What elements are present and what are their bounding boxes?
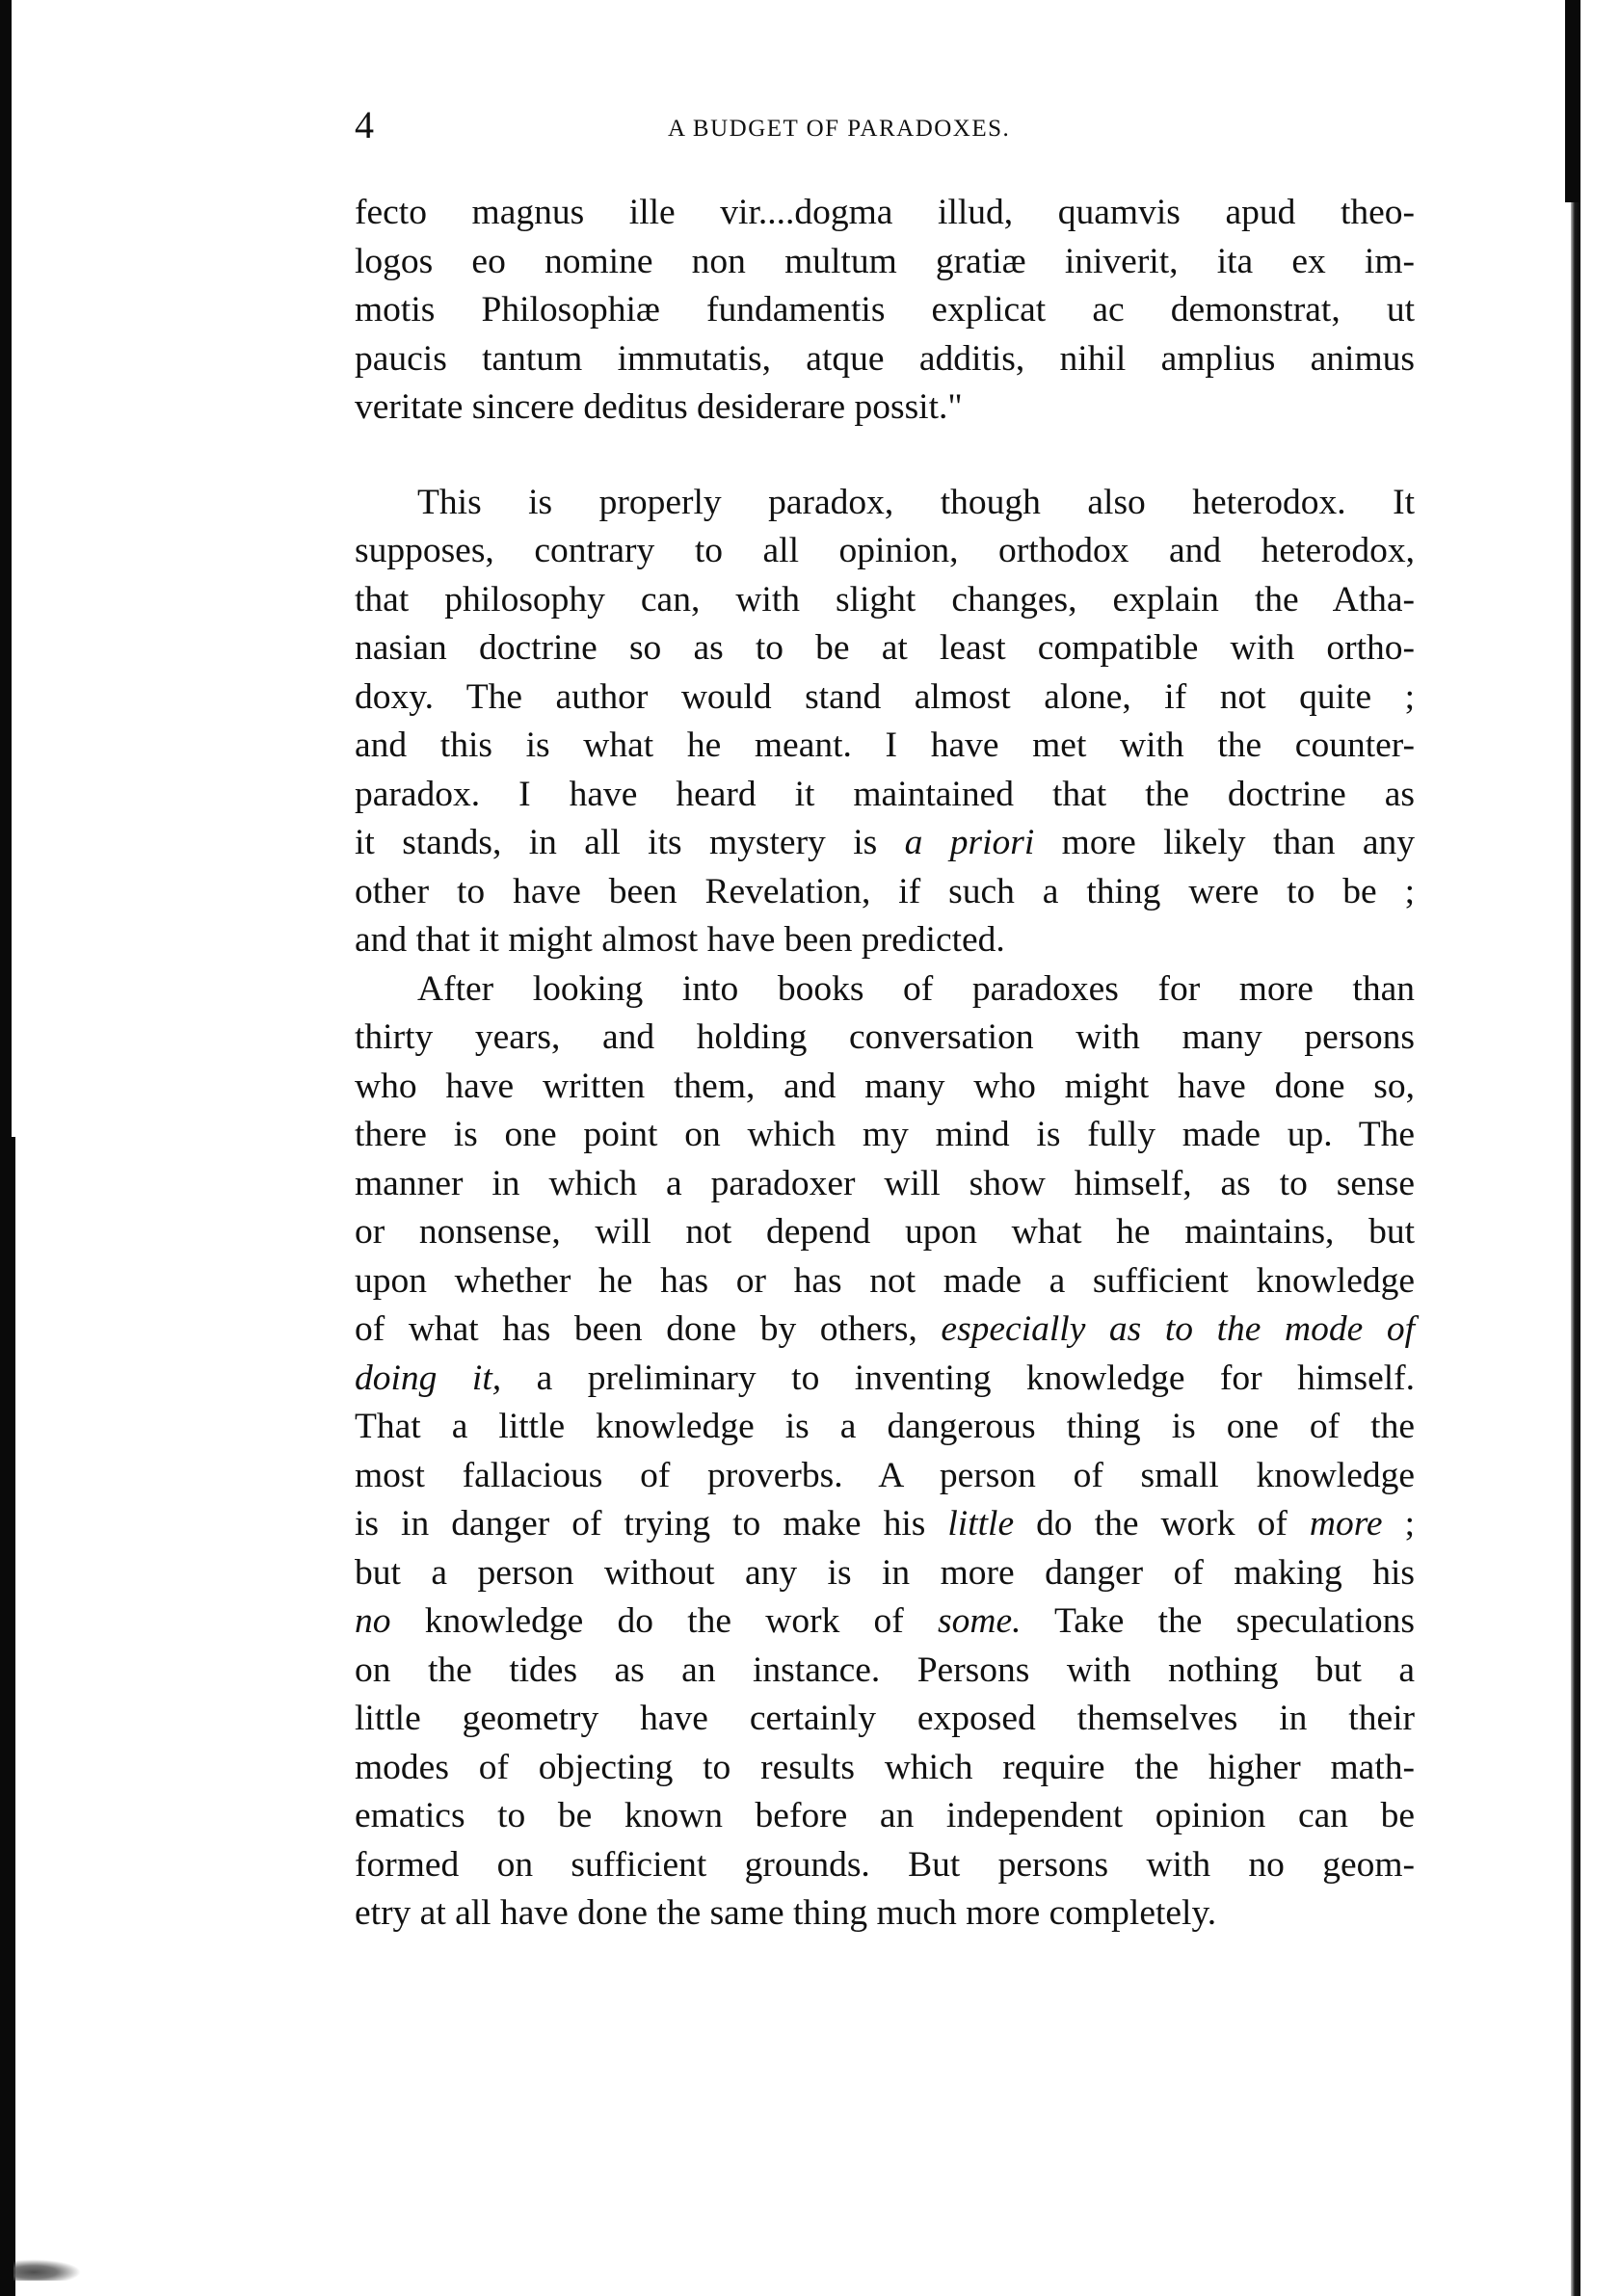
text-segment: there is one point on which my mind is fully made up. The <box>355 1115 1415 1154</box>
text-segment: manner in which a paradoxer will show himself, as to sense <box>355 1163 1415 1203</box>
text-line <box>355 673 1415 723</box>
text-segment: a preliminary to inventing knowledge for himself. <box>501 1358 1415 1398</box>
italic-text: especially as to the mode of <box>941 1309 1415 1349</box>
text-segment: of what has been done by others, <box>355 1309 942 1349</box>
text-segment: thirty years, and holding conversation with many persons <box>355 1017 1415 1057</box>
text-line <box>355 1355 1415 1404</box>
text-segment: or nonsense, will not depend upon what he maintains, but <box>355 1212 1415 1252</box>
italic-text: no <box>355 1601 391 1641</box>
text-line <box>355 1160 1415 1209</box>
text-line <box>355 1744 1415 1793</box>
text-segment: little geometry have certainly exposed themselves in their <box>355 1699 1415 1738</box>
text-segment: most fallacious of proverbs. A person of small knowledge <box>355 1455 1415 1495</box>
text-segment: on the tides as an instance. Persons with nothing but a <box>355 1649 1415 1690</box>
text-line <box>355 1792 1415 1841</box>
text-line <box>355 1208 1415 1257</box>
text-segment: That a little knowledge is a dangerous thing is one of the <box>355 1407 1415 1446</box>
text-line <box>355 1306 1415 1355</box>
text-line <box>355 1452 1415 1501</box>
text-segment: veritate sincere deditus desiderare possit." <box>355 387 963 427</box>
text-segment: modes of objecting to results which require the higher math- <box>355 1747 1415 1787</box>
italic-text: some. <box>938 1601 1022 1641</box>
text-line <box>355 868 1415 917</box>
text-line <box>355 1889 1415 1939</box>
text-segment: This is properly paradox, though also heterodox. It <box>417 482 1415 522</box>
text-segment: Take the speculations <box>1021 1601 1415 1641</box>
text-segment: motis Philosophiæ fundamentis explicat ac demonstrat, ut <box>355 290 1415 330</box>
text-segment: knowledge do the work of <box>390 1601 939 1641</box>
text-line <box>355 335 1415 384</box>
text-line <box>355 1695 1415 1744</box>
text-line <box>355 1597 1415 1647</box>
text-segment: and this is what he meant. I have met with the counter- <box>355 726 1415 765</box>
text-segment: is in danger of trying to make his <box>355 1504 948 1544</box>
text-line <box>355 1500 1415 1549</box>
text-line <box>355 238 1415 287</box>
text-line <box>355 771 1415 820</box>
text-line <box>355 576 1415 625</box>
text-line <box>355 383 1415 433</box>
body-text <box>355 189 1415 1939</box>
text-line <box>355 286 1415 335</box>
text-segment: and that it might almost have been predicted. <box>355 920 1005 960</box>
text-segment: supposes, contrary to all opinion, orthodox and heterodox, <box>355 531 1415 570</box>
text-line <box>355 722 1415 771</box>
text-line <box>355 1647 1415 1696</box>
italic-text: a priori <box>904 823 1035 862</box>
italic-text: little <box>947 1504 1015 1544</box>
text-line <box>355 1549 1415 1598</box>
running-head <box>355 96 1415 154</box>
text-line <box>355 916 1415 965</box>
text-segment: upon whether he has or has not made a sufficient knowledge <box>355 1260 1415 1301</box>
text-segment: doxy. The author would stand almost alone, if not quite ; <box>355 676 1415 717</box>
italic-text: more <box>1309 1504 1383 1544</box>
text-segment: After looking into books of paradoxes for more than <box>417 968 1415 1009</box>
text-segment: other to have been Revelation, if such a thing were to be ; <box>355 871 1415 911</box>
text-line <box>355 1014 1415 1063</box>
text-line <box>355 527 1415 576</box>
paragraph-gap <box>355 433 1415 479</box>
text-segment: paradox. I have heard it maintained that the doctrine as <box>355 774 1415 814</box>
text-segment: formed on sufficient grounds. But persons with no geom- <box>355 1844 1415 1885</box>
text-segment: etry at all have done the same thing much more completely. <box>355 1893 1217 1933</box>
text-line <box>355 1257 1415 1306</box>
text-line <box>355 1063 1415 1112</box>
text-line <box>355 1403 1415 1452</box>
text-line <box>355 624 1415 673</box>
text-segment: that philosophy can, with slight changes, explain the Atha- <box>355 579 1415 620</box>
text-segment: fecto magnus ille vir....dogma illud, quamvis apud theo- <box>355 193 1415 232</box>
text-segment: do the work of <box>1014 1504 1310 1544</box>
page-number: 4 <box>355 103 374 146</box>
text-segment: ematics to be known before an independent opinion can be <box>355 1796 1415 1835</box>
italic-text: doing it, <box>355 1358 502 1398</box>
text-line <box>355 1111 1415 1160</box>
text-segment: but a person without any is in more danger of making his <box>355 1552 1415 1593</box>
text-segment: nasian doctrine so as to be at least compatible with ortho- <box>355 628 1415 668</box>
text-segment: who have written them, and many who might have done so, <box>355 1066 1415 1106</box>
text-segment: it stands, in all its mystery is <box>355 823 905 862</box>
running-title: A BUDGET OF PARADOXES. <box>668 116 1011 142</box>
text-segment: logos eo nomine non multum gratiæ iniverit, ita ex im- <box>355 241 1415 281</box>
text-line <box>355 819 1415 868</box>
text-line <box>355 1841 1415 1890</box>
text-line <box>355 189 1415 238</box>
text-segment: ; <box>1382 1504 1415 1544</box>
text-segment: paucis tantum immutatis, atque additis, nihil amplius animus <box>355 338 1415 379</box>
text-line <box>355 479 1415 528</box>
text-line <box>355 965 1415 1015</box>
text-segment: more likely than any <box>1034 823 1415 862</box>
